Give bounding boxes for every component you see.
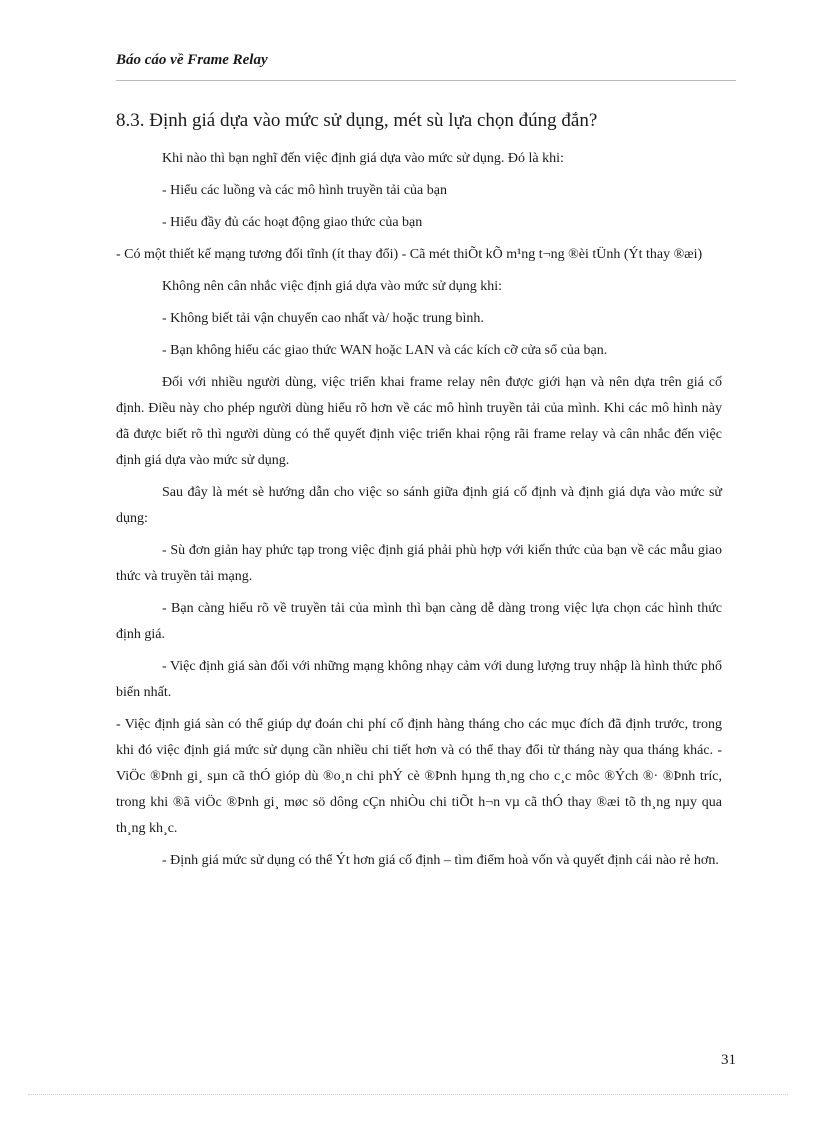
list-item: - Bạn không hiểu các giao thức WAN hoặc LAN và các kích cỡ cửa sổ của bạn. — [162, 343, 608, 358]
paragraph-condition: Không nên cân nhắc việc định giá dựa vào mức sử dụng khi: — [162, 279, 503, 294]
paragraph-intro: Khi nào thì bạn nghĩ đến việc định giá dựa vào mức sử dụng. Đó là khi: — [162, 151, 564, 166]
running-header: Báo cáo về Frame Relay — [116, 52, 268, 68]
page-number: 31 — [721, 1052, 736, 1068]
list-item: - Bạn càng hiểu rõ về truyền tải của mình thì bạn càng dễ dàng trong việc lựa chọn các hình thức định giá. — [116, 601, 722, 642]
list-item: - Việc định giá sàn có thể giúp dự đoán chi phí cố định hàng tháng cho các mục đích đã định trước, trong khi đó việc định giá mức sử dụng cần nhiều chi tiết hơn và có thể thay đổi từ tháng này qua tháng khác. - ViÖc ®Þnh gi¸ sµn cã thÓ gióp dù ®o¸n chi phÝ cè ®Þnh hµng th¸ng cho c¸c môc ®Ých ®· ®Þnh tríc, trong khi ®ã viÖc ®Þnh gi¸ møc sö dông cÇn nhiÒu chi tiÕt h¬n vµ cã thÓ thay ®æi tõ th¸ng nµy qua th¸ng kh¸c. — [116, 717, 722, 836]
list-item: - Không biết tải vận chuyển cao nhất và/ hoặc trung bình. — [162, 311, 484, 326]
footer-divider — [28, 1094, 788, 1095]
section-title: 8.3. Định giá dựa vào mức sử dụng, mét sù lựa chọn đúng đắn? — [116, 110, 598, 131]
header-divider — [116, 80, 736, 81]
paragraph-body: Đối với nhiều người dùng, việc triển khai frame relay nên được giới hạn và nên dựa trên giá cố định. Điều này cho phép người dùng hiểu rõ hơn về các mô hình truyền tải của mình. Khi các mô hình này đã được biết rõ thì người dùng có thể quyết định việc triển khai rộng rãi frame relay và cân nhắc đến việc định giá dựa vào mức sử dụng. — [116, 375, 722, 468]
list-item: - Định giá mức sử dụng có thể Ýt hơn giá cố định – tìm điểm hoà vốn và quyết định cái nào rẻ hơn. — [162, 853, 719, 868]
list-item: - Có một thiết kế mạng tương đối tĩnh (ít thay đổi) - Cã mét thiÕt kÕ m¹ng t¬ng ®èi tÜnh (Ýt thay ®æi) — [116, 247, 703, 262]
paragraph-guidelines: Sau đây là mét sè hướng dẫn cho việc so sánh giữa định giá cố định và định giá dựa vào mức sử dụng: — [116, 485, 722, 526]
body-text — [116, 146, 722, 880]
list-item: - Hiểu các luồng và các mô hình truyền tải của bạn — [162, 183, 447, 198]
list-item: - Sù đơn giản hay phức tạp trong việc định giá phải phù hợp với kiến thức của bạn về các mẫu giao thức và truyền tải mạng. — [116, 543, 722, 584]
list-item: - Việc định giá sàn đối với những mạng không nhạy cảm với dung lượng truy nhập là hình thức phổ biến nhất. — [116, 659, 722, 700]
list-item: - Hiểu đầy đủ các hoạt động giao thức của bạn — [162, 215, 423, 230]
